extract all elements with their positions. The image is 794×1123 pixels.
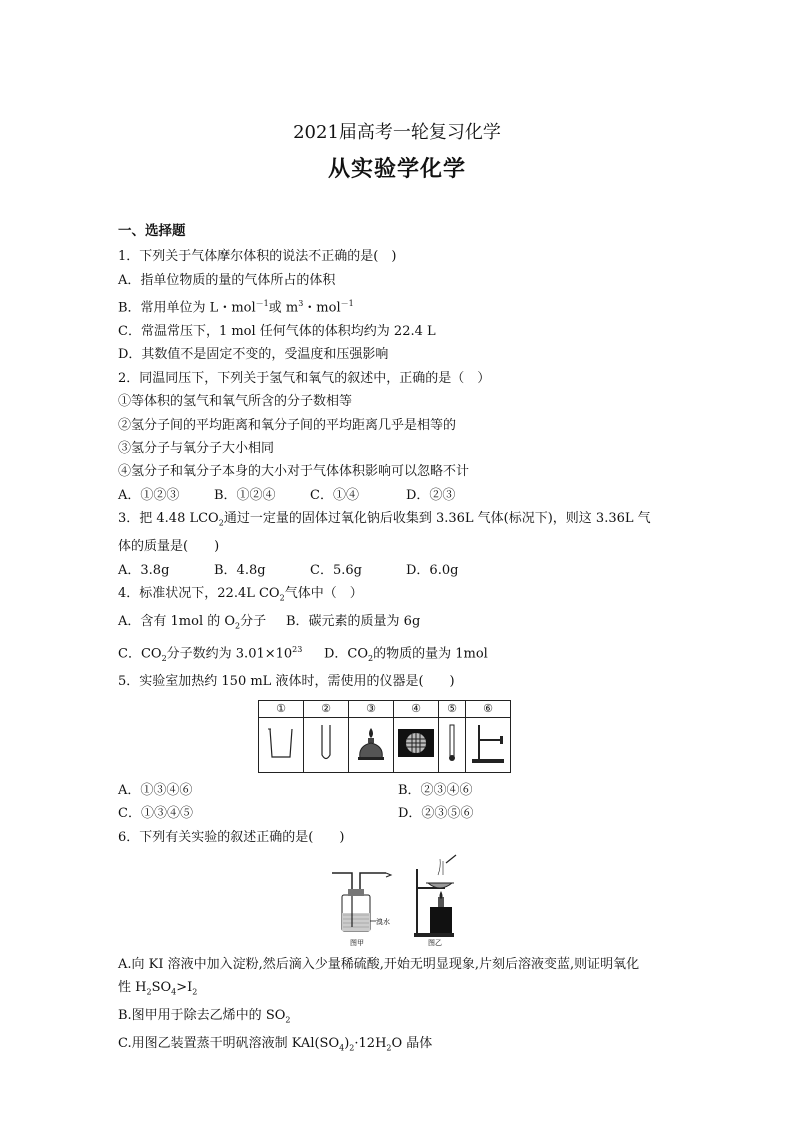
q6-option-b: B.图甲用于除去乙烯中的 $SO_2$ (118, 1008, 291, 1025)
q2-statement-1: ①等体积的氢气和氧气所含的分子数相等 (118, 394, 353, 410)
q1-option-a: A．指单位物质的量的气体所占的体积 (118, 272, 336, 288)
q6-option-a-line2: 性 $H_2SO_4>I_2$ (118, 980, 198, 997)
svg-text:溴水: 溴水 (376, 917, 390, 926)
section-heading: 一、选择题 (118, 223, 186, 239)
q6-stem: 6．下列有关实验的叙述正确的是( ) (118, 829, 345, 845)
q2-statement-4: ④氢分子和氧分子本身的大小对于气体体积影响可以忽略不计 (118, 464, 470, 480)
q2-stem: 2．同温同压下，下列关于氢气和氧气的叙述中，正确的是（ ） (118, 370, 491, 386)
q5-stem: 5．实验室加热约 150 mL 液体时，需使用的仪器是( ) (118, 674, 455, 690)
q3-stem-cont: 体的质量是( ) (118, 539, 220, 555)
q1-stem: 1．下列关于气体摩尔体积的说法不正确的是( ) (118, 249, 397, 265)
q1-option-d: D．其数值不是固定不变的，受温度和压强影响 (118, 347, 389, 363)
test-tube-icon (304, 717, 349, 772)
q4-stem: 4．标准状况下，22.4L $CO_2$气体中（ ） (118, 586, 363, 603)
header-line1: 2021届高考一轮复习化学 (293, 122, 501, 143)
gas-wash-bottle-icon (332, 873, 391, 947)
q3-stem: 3．把 4.48 $LCO_2$通过一定量的固体过氧化钠后收集到 3.36L 气体(标况下)，则这 3.36L 气 (118, 511, 651, 528)
alcohol-lamp-icon (349, 717, 394, 772)
q6-figure (328, 853, 498, 949)
apparatus-label: ⑤ (439, 700, 466, 717)
page-title: 从实验学化学 (327, 156, 466, 182)
apparatus-label: ⑥ (466, 700, 511, 717)
q2-options: A．①②③ B．①②④ C．①④ D．②③ (118, 487, 456, 503)
question-content (118, 220, 688, 1060)
q2-statement-2: ②氢分子间的平均距离和氧分子间的平均距离几乎是相等的 (118, 417, 457, 433)
apparatus-table (258, 700, 511, 773)
q1-option-b: B．常用单位为 L・mol$^{-1}$或 $m^3$・mol$^{-1}$ (118, 299, 354, 316)
apparatus-label: ④ (394, 700, 439, 717)
q5-options-cd: C．①③④⑤ D．②③⑤⑥ (118, 806, 474, 822)
q2-statement-3: ③氢分子与氧分子大小相同 (118, 440, 275, 456)
apparatus-label: ① (259, 700, 304, 717)
evaporation-setup-icon (414, 855, 456, 947)
thermometer-icon (439, 717, 466, 772)
apparatus-label: ② (304, 700, 349, 717)
q1-option-c: C．常温常压下，1 mol 任何气体的体积均约为 22.4 L (118, 323, 436, 339)
beaker-icon (259, 717, 304, 772)
svg-text:图乙: 图乙 (428, 938, 442, 947)
q6-option-a-line1: A.向 KI 溶液中加入淀粉,然后滴入少量稀硫酸,开始无明显现象,片刻后溶液变蓝,则证明氧化 (118, 956, 640, 972)
svg-text:图甲: 图甲 (350, 938, 364, 947)
apparatus-label: ③ (349, 700, 394, 717)
wire-gauze-icon (394, 717, 439, 772)
q3-options: A．3.8g B．4.8g C．5.6g D．6.0g (118, 562, 459, 578)
iron-stand-icon (466, 717, 511, 772)
q4-options-ab: A．含有 1mol 的 $O_2$分子 B．碳元素的质量为 6g (118, 614, 421, 631)
q6-option-c: C.用图乙装置蒸干明矾溶液制 $KAl(SO_4)_2\cdot 12H_2O$ 晶体 (118, 1036, 433, 1053)
q5-options-ab: A．①③④⑥ B．②③④⑥ (118, 782, 473, 798)
q4-options-cd: C．$CO_2$分子数约为 $3.01\times 10^{23}$ D．$CO_2$的物质的量为 1mol (118, 645, 488, 663)
